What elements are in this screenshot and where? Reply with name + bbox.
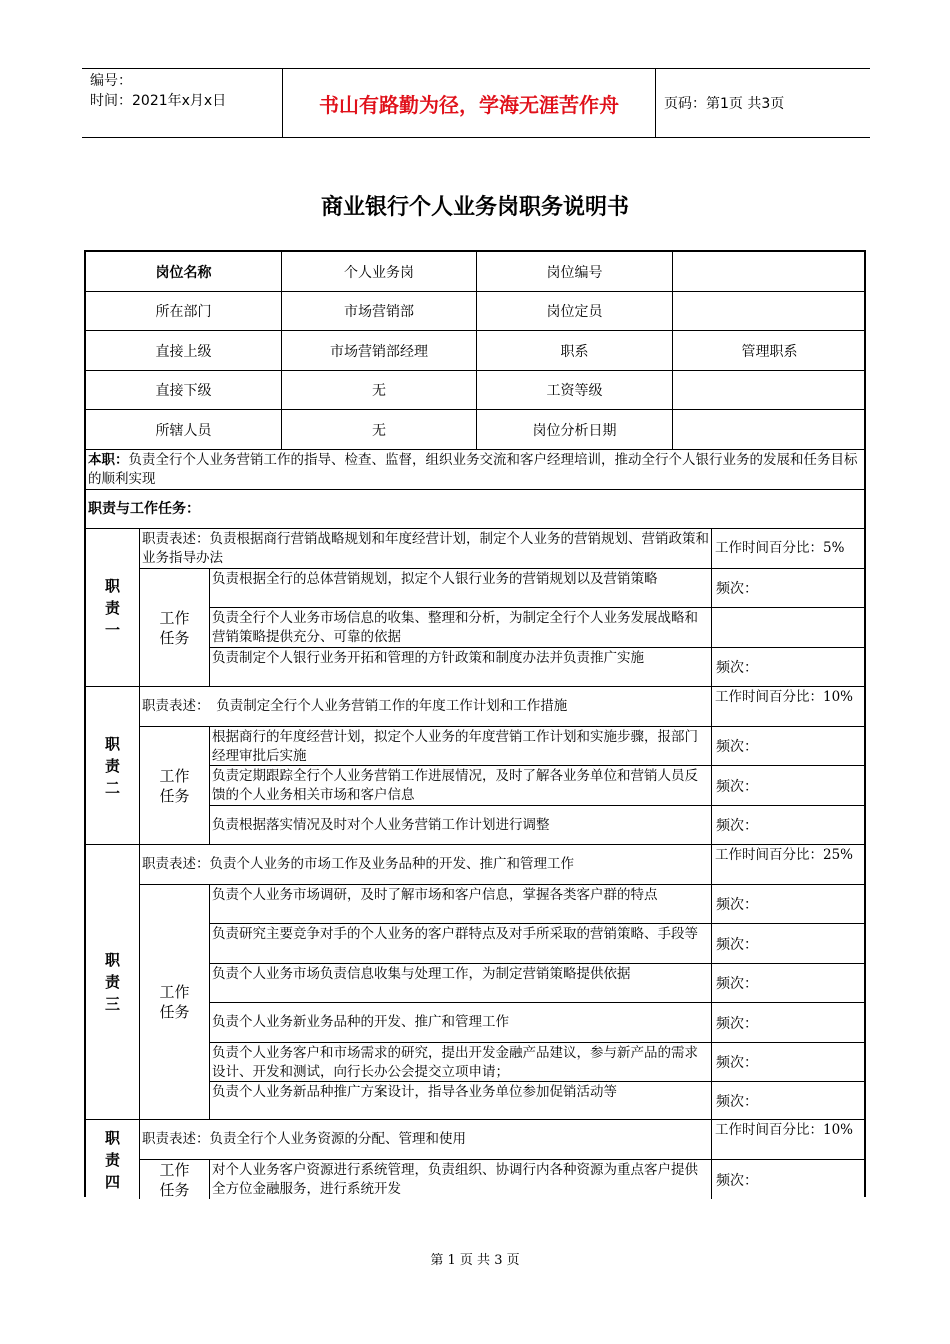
document-title: 商业银行个人业务岗职务说明书 — [320, 195, 629, 220]
duty-3-task-1-freq: 频次： — [712, 885, 866, 924]
page-header — [82, 68, 870, 138]
date-label: 时间：2021年x月x日 — [90, 93, 227, 109]
duty-3-task-3-freq: 频次： — [712, 964, 866, 1003]
duty-4-task-label: 工作任务 — [159, 1160, 190, 1199]
value-position-code — [673, 252, 866, 292]
duty-2-name: 职责二 — [104, 734, 120, 797]
duty-1-percent: 工作时间百分比：5% — [712, 529, 866, 569]
duty-4-task-1-freq: 频次： — [716, 1172, 758, 1189]
duty-1-task-3: 负责制定个人银行业务开拓和管理的方针政策和制度办法并负责推广实施 — [210, 648, 712, 687]
duty-1-name-cell — [86, 529, 140, 687]
duty-1-statement: 职责表述：负责根据商行营销战略规划和年度经营计划，制定个人业务的营销规划、营销政策和业务指导办法 — [140, 529, 712, 569]
page-info: 页码：第1页 共3页 — [664, 96, 785, 112]
label-headcount: 岗位定员 — [477, 292, 673, 331]
page-footer: 第 1 页 共 3 页 — [430, 1253, 520, 1268]
duty-2-task-3-freq: 频次： — [712, 806, 866, 845]
value-department: 市场营销部 — [282, 292, 477, 331]
header-meta — [90, 71, 280, 111]
duty-3-task-4: 负责个人业务新业务品种的开发、推广和管理工作 — [210, 1003, 712, 1043]
duty-1-task-2-freq — [712, 608, 866, 648]
main-duty-row — [86, 450, 866, 490]
duty-3-name: 职责三 — [104, 951, 120, 1013]
label-position-code: 岗位编号 — [477, 252, 673, 292]
duty-2-task-2: 负责定期跟踪全行个人业务营销工作进展情况，及时了解各业务单位和营销人员反馈的个人业务相关市场和客户信息 — [210, 766, 712, 806]
duty-4-percent: 工作时间百分比：10% — [712, 1120, 866, 1160]
duty-3-task-label: 工作任务 — [159, 983, 190, 1021]
duty-4-task-label-cell — [140, 1160, 210, 1199]
label-analysis-date: 岗位分析日期 — [477, 410, 673, 450]
duty-3-task-4-freq: 频次： — [712, 1003, 866, 1043]
duty-4-name: 职责四 — [104, 1128, 120, 1191]
duty-4-name-cell — [86, 1120, 140, 1199]
duty-3-percent: 工作时间百分比：25% — [712, 845, 866, 885]
duty-2-name-cell — [86, 687, 140, 845]
duty-1-task-3-freq: 频次： — [712, 648, 866, 687]
duty-1-task-label: 工作任务 — [159, 608, 190, 647]
duty-3-task-6-freq: 频次： — [712, 1082, 866, 1120]
duty-2-task-1: 根据商行的年度经营计划，拟定个人业务的年度营销工作计划和实施步骤，报部门经理审批后实施 — [210, 727, 712, 766]
duty-1-task-2: 负责全行个人业务市场信息的收集、整理和分析，为制定全行个人业务发展战略和营销策略提供充分、可靠的依据 — [210, 608, 712, 648]
duty-3-task-2: 负责研究主要竞争对手的个人业务的客户群特点及对手所采取的营销策略、手段等 — [210, 924, 712, 964]
value-subordinate: 无 — [282, 371, 477, 410]
label-salary-grade: 工资等级 — [477, 371, 673, 410]
duty-2-task-3: 负责根据落实情况及时对个人业务营销工作计划进行调整 — [210, 806, 712, 845]
duty-4-statement: 职责表述：负责全行个人业务资源的分配、管理和使用 — [140, 1120, 712, 1160]
duty-3-task-label-cell — [140, 885, 210, 1120]
label-staff: 所辖人员 — [86, 410, 282, 450]
duty-3-task-6: 负责个人业务新品种推广方案设计，指导各业务单位参加促销活动等 — [210, 1082, 712, 1120]
duty-3-task-1: 负责个人业务市场调研，及时了解市场和客户信息，掌握各类客户群的特点 — [210, 885, 712, 924]
value-salary-grade — [673, 371, 866, 410]
value-staff: 无 — [282, 410, 477, 450]
value-headcount — [673, 292, 866, 331]
duty-3-task-5: 负责个人业务客户和市场需求的研究，提出开发金融产品建议，参与新产品的需求设计、开发和测试，向行长办公会提交立项申请； — [210, 1043, 712, 1082]
code-label: 编号： — [90, 73, 132, 89]
value-position-name: 个人业务岗 — [282, 252, 477, 292]
duty-3-statement: 职责表述：负责个人业务的市场工作及业务品种的开发、推广和管理工作 — [140, 845, 712, 885]
duty-1-task-1-freq: 频次： — [712, 569, 866, 608]
duty-3-task-3: 负责个人业务市场负责信息收集与处理工作，为制定营销策略提供依据 — [210, 964, 712, 1003]
duty-2-task-1-freq: 频次： — [712, 727, 866, 766]
section-label: 职责与工作任务： — [86, 490, 866, 529]
label-position-name: 岗位名称 — [86, 252, 282, 292]
duty-1-task-1: 负责根据全行的总体营销规划，拟定个人银行业务的营销规划以及营销策略 — [210, 569, 712, 608]
duty-1-name: 职责一 — [104, 576, 120, 639]
label-department: 所在部门 — [86, 292, 282, 331]
value-analysis-date — [673, 410, 866, 450]
duty-4-task-1: 对个人业务客户资源进行系统管理，负责组织、协调行内各种资源为重点客户提供全方位金融服务，进行系统开发 — [210, 1160, 712, 1199]
duty-2-task-label-cell — [140, 727, 210, 845]
duty-2-statement: 职责表述： 负责制定全行个人业务营销工作的年度工作计划和工作措施 — [140, 687, 712, 727]
duty-2-task-2-freq: 频次： — [712, 766, 866, 806]
duty-1-task-label-cell — [140, 569, 210, 687]
main-duty-text: 负责全行个人业务营销工作的指导、检查、监督，组织业务交流和客户经理培训，推动全行个人银行业务的发展和任务目标的顺利实现 — [88, 452, 858, 487]
duty-3-name-cell — [86, 845, 140, 1120]
duty-3-task-5-freq: 频次： — [712, 1043, 866, 1082]
motto: 书山有路勤为径，学海无涯苦作舟 — [282, 69, 656, 137]
value-superior: 市场营销部经理 — [282, 331, 477, 371]
job-description-table — [84, 250, 866, 1197]
main-duty-label: 本职： — [88, 452, 129, 468]
duty-2-percent: 工作时间百分比：10% — [712, 687, 866, 727]
label-job-family: 职系 — [477, 331, 673, 371]
duty-2-task-label: 工作任务 — [159, 766, 190, 805]
label-superior: 直接上级 — [86, 331, 282, 371]
label-subordinate: 直接下级 — [86, 371, 282, 410]
duty-3-task-2-freq: 频次： — [712, 924, 866, 964]
value-job-family: 管理职系 — [673, 331, 866, 371]
